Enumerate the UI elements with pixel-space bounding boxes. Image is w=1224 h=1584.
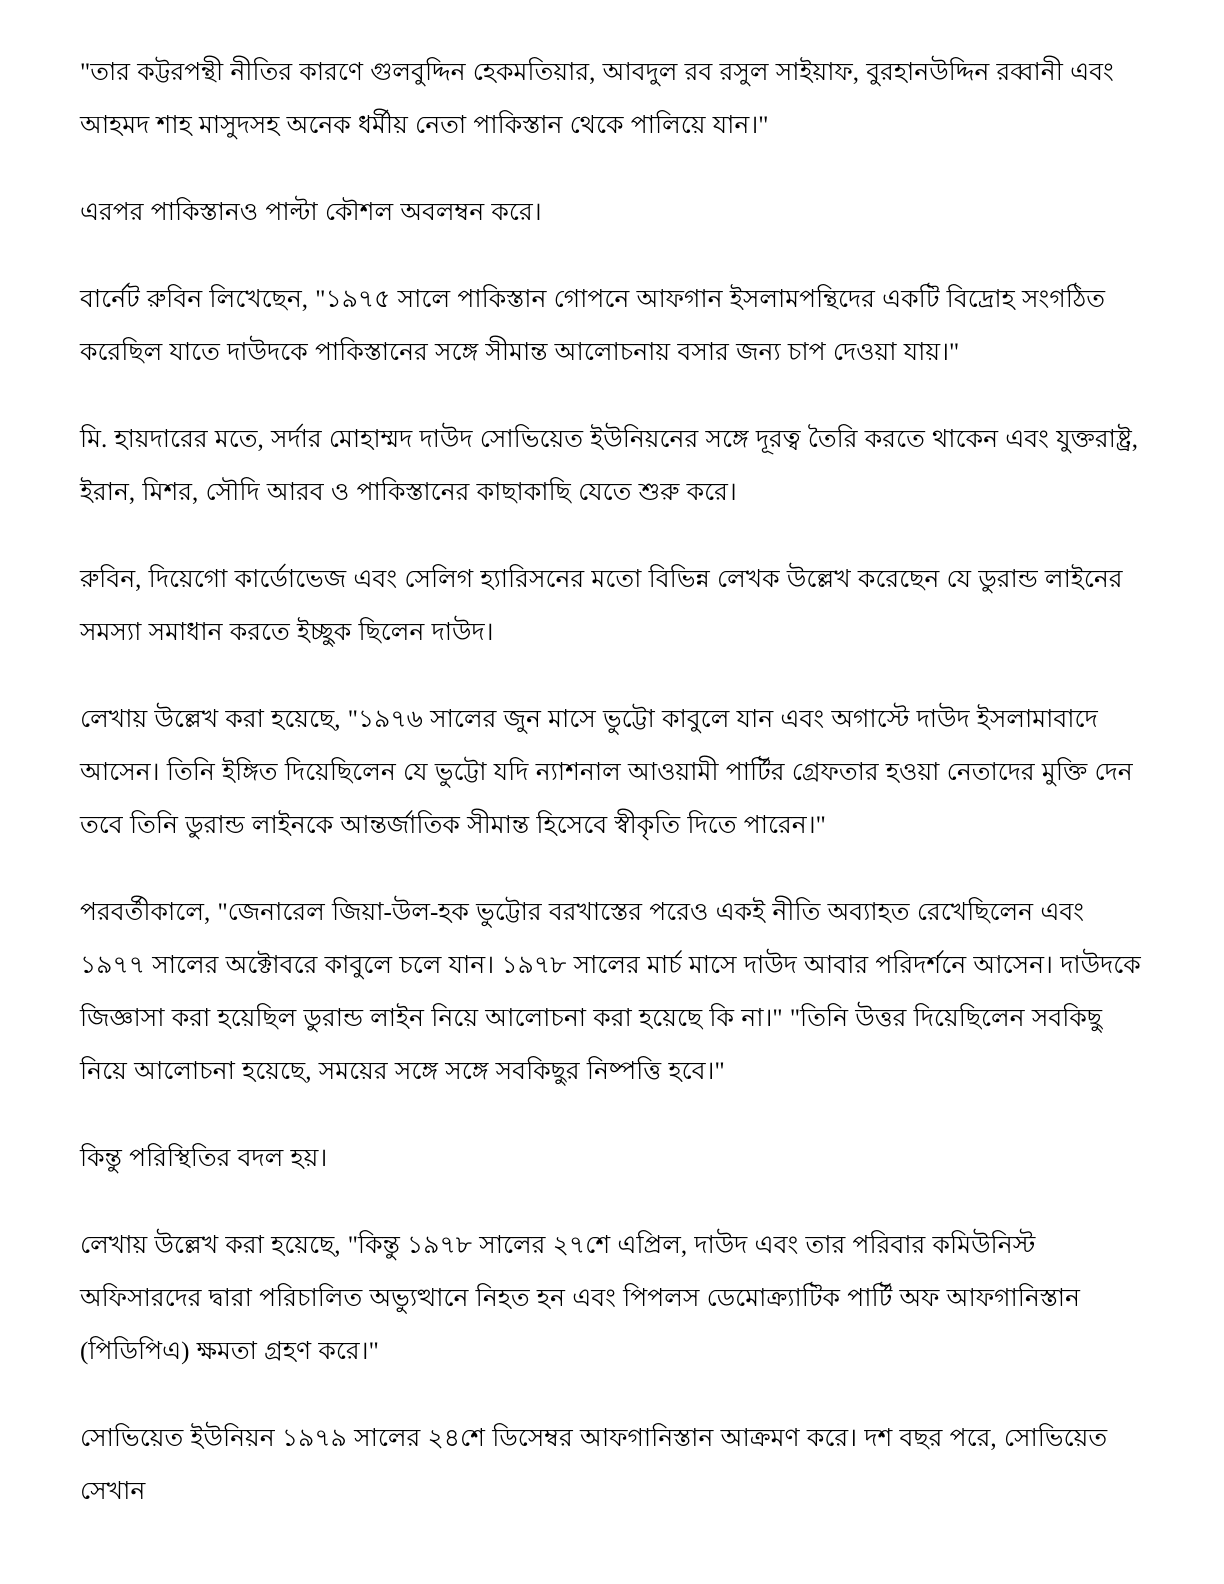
paragraph-1: "তার কট্টরপন্থী নীতির কারণে গুলবুদ্দিন হেকমতিয়ার, আবদুল রব রসুল সাইয়াফ, বুরহানউদ্দিন রব্বানী এবং আহমদ শাহ মাসুদসহ অনেক ধর্মীয় নেতা পাকিস্তান থেকে পালিয়ে যান।" xyxy=(80,59,1114,139)
paragraph-5: রুবিন, দিয়েগো কার্ডোভেজ এবং সেলিগ হ্যারিসনের মতো বিভিন্ন লেখক উল্লেখ করেছেন যে ডুরান্ড লাইনের সমস্যা সমাধান করতে ইচ্ছুক ছিলেন দাউদ। xyxy=(80,566,1123,646)
paragraph-3: বার্নেট রুবিন লিখেছেন, "১৯৭৫ সালে পাকিস্তান গোপনে আফগান ইসলামপন্থিদের একটি বিদ্রোহ সংগঠিত করেছিল যাতে দাউদকে পাকিস্তানের সঙ্গে সীমান্ত আলোচনায় বসার জন্য চাপ দেওয়া যায়।" xyxy=(80,286,1105,366)
paragraph-8: কিন্তু পরিস্থিতির বদল হয়। xyxy=(80,1145,328,1172)
paragraph-6: লেখায় উল্লেখ করা হয়েছে, "১৯৭৬ সালের জুন মাসে ভুট্টো কাবুলে যান এবং অগাস্টে দাউদ ইসলামাবাদে আসেন। তিনি ইঙ্গিত দিয়েছিলেন যে ভুট্টো যদি ন্যাশনাল আওয়ামী পার্টির গ্রেফতার হওয়া নেতাদের মুক্তি দেন তবে তিনি ডুরান্ড লাইনকে আন্তর্জাতিক সীমান্ত হিসেবে স্বীকৃতি দিতে পারেন।" xyxy=(80,706,1133,839)
paragraph-10: সোভিয়েত ইউনিয়ন ১৯৭৯ সালের ২৪শে ডিসেম্বর আফগানিস্তান আক্রমণ করে। দশ বছর পরে, সোভিয়েত সেখান xyxy=(80,1425,1108,1505)
paragraph-9: লেখায় উল্লেখ করা হয়েছে, "কিন্তু ১৯৭৮ সালের ২৭শে এপ্রিল, দাউদ এবং তার পরিবার কমিউনিস্ট অফিসারদের দ্বারা পরিচালিত অভ্যুত্থানে নিহত হন এবং পিপলস ডেমোক্র্যাটিক পার্টি অফ আফগানিস্তান (পিডিপিএ) ক্ষমতা গ্রহণ করে।" xyxy=(80,1232,1080,1365)
paragraph-4: মি. হায়দারের মতে, সর্দার মোহাম্মদ দাউদ সোভিয়েত ইউনিয়নের সঙ্গে দূরত্ব তৈরি করতে থাকেন এবং যুক্তরাষ্ট্র, ইরান, মিশর, সৌদি আরব ও পাকিস্তানের কাছাকাছি যেতে শুরু করে। xyxy=(80,426,1139,506)
paragraph-7: পরবর্তীকালে, "জেনারেল জিয়া-উল-হক ভুট্টোর বরখাস্তের পরেও একই নীতি অব্যাহত রেখেছিলেন এবং ১৯৭৭ সালের অক্টোবরে কাবুলে চলে যান। ১৯৭৮ সালের মার্চ মাসে দাউদ আবার পরিদর্শনে আসেন। দাউদকে জিজ্ঞাসা করা হয়েছিল ডুরান্ড লাইন নিয়ে আলোচনা করা হয়েছে কি না।" "তিনি উত্তর দিয়েছিলেন সবকিছু নিয়ে আলোচনা হয়েছে, সময়ের সঙ্গে সঙ্গে সবকিছুর নিষ্পত্তি হবে।" xyxy=(80,899,1141,1085)
paragraph-2: এরপর পাকিস্তানও পাল্টা কৌশল অবলম্বন করে। xyxy=(80,199,542,226)
